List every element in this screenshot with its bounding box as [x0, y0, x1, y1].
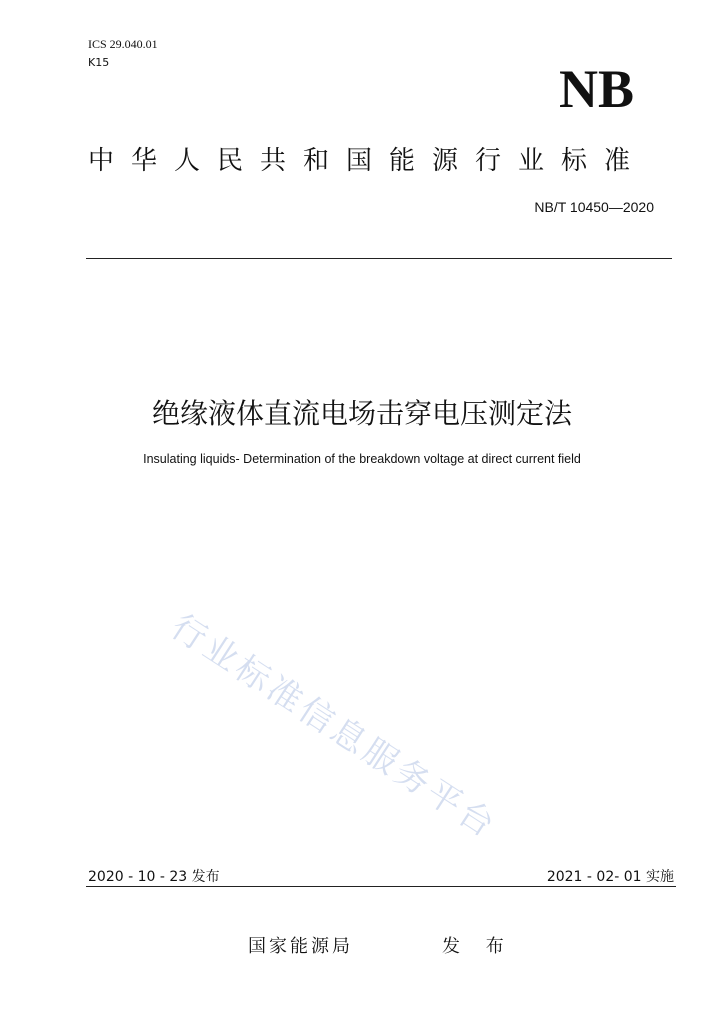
- document-title-english: Insulating liquids- Determination of the breakdown voltage at direct current field: [143, 452, 581, 466]
- implementation-date: 2021 - 02- 01 实施: [546, 869, 674, 885]
- issue-label: 发 布: [442, 936, 514, 957]
- ccs-code: K15: [88, 56, 110, 69]
- document-title-chinese: 绝缘液体直流电场击穿电压测定法: [151, 397, 572, 430]
- watermark: 行业标准信息服务平台: [163, 606, 505, 848]
- publish-date: 2020 - 10 - 23 发布: [88, 869, 220, 885]
- header-divider: [86, 258, 672, 259]
- standard-code: NB/T 10450—2020: [534, 199, 654, 215]
- nb-logo: NB: [558, 59, 634, 119]
- ics-number: ICS 29.040.01: [88, 37, 158, 51]
- footer-divider: [86, 886, 676, 887]
- organization-title: 中华人民共和国能源行业标准: [88, 146, 648, 176]
- issuing-authority: 国家能源局: [248, 936, 353, 957]
